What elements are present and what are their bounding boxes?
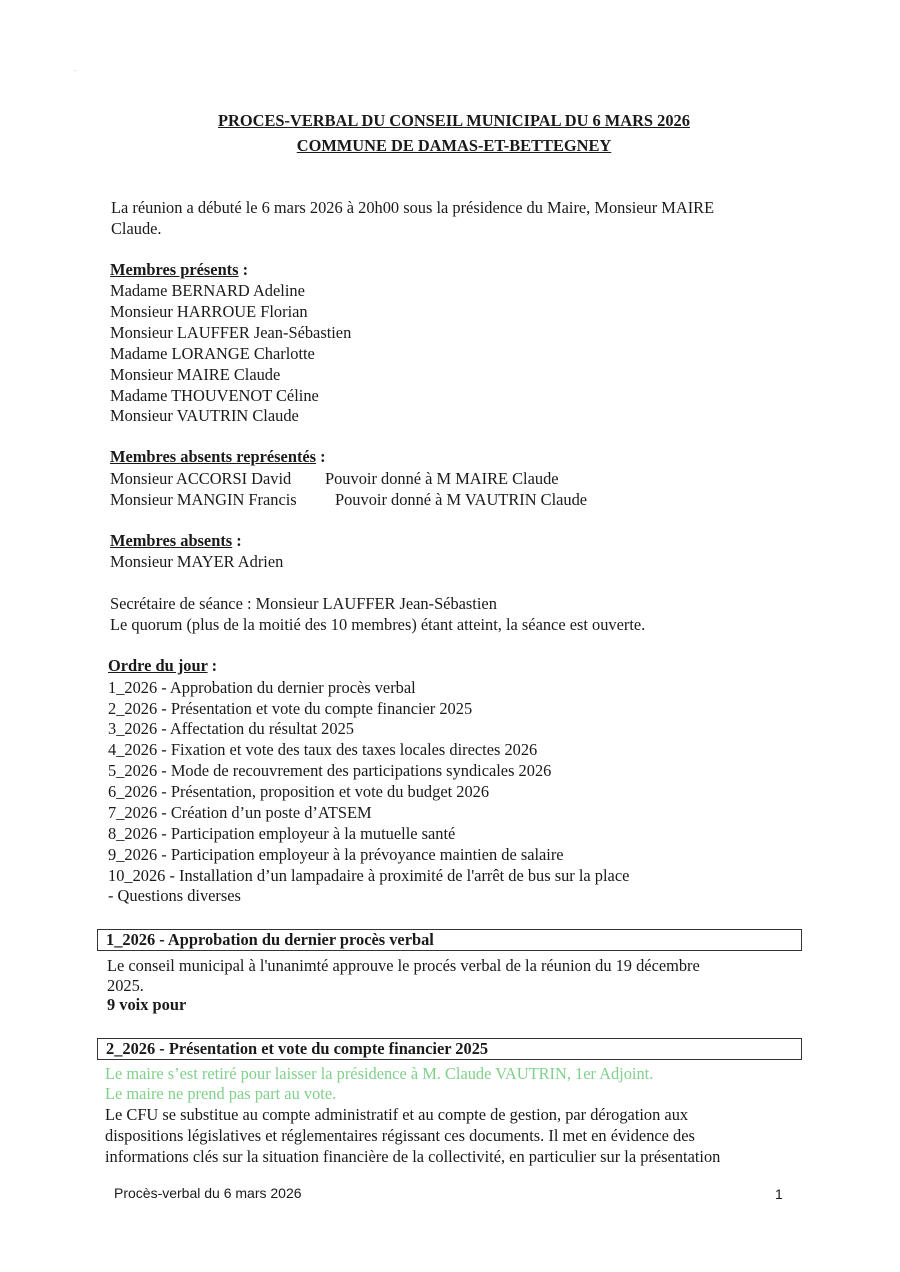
present-heading-text: Membres présents [110,260,239,279]
footer-label: Procès-verbal du 6 mars 2026 [114,1185,302,1201]
present-heading [110,259,248,280]
represented-member-name: Monsieur MANGIN Francis [110,490,297,509]
represented-heading-colon: : [316,447,326,466]
section-2-text-line-3: informations clés sur la situation financière de la collectivité, en particulier sur la présentation [105,1147,721,1166]
represented-member-proxy: Pouvoir donné à M MAIRE Claude [325,469,559,488]
section-1-title-box [97,929,802,951]
section-1-text-line-2: 2025. [107,976,144,995]
absent-heading-text: Membres absents [110,531,233,550]
section-2-title: 2_2026 - Présentation et vote du compte financier 2025 [106,1039,489,1058]
agenda-item: 9_2026 - Participation employeur à la prévoyance maintien de salaire [108,845,564,864]
agenda-item: - Questions diverses [108,886,241,905]
agenda-item: 5_2026 - Mode de recouvrement des participations syndicales 2026 [108,761,552,780]
intro-line-2: Claude. [111,219,162,238]
represented-heading-text: Membres absents représentés [110,447,317,466]
agenda-heading [108,655,217,676]
section-1-text-line-1: Le conseil municipal à l'unanimté approuve le procés verbal de la réunion du 19 décembre [107,956,700,975]
section-1-title: 1_2026 - Approbation du dernier procès verbal [106,930,434,949]
present-member: Madame LORANGE Charlotte [110,344,315,363]
represented-member-proxy: Pouvoir donné à M VAUTRIN Claude [335,490,588,509]
absent-heading [110,530,242,551]
present-member: Monsieur HARROUE Florian [110,302,308,321]
represented-member-name: Monsieur ACCORSI David [110,469,292,488]
agenda-item: 7_2026 - Création d’un poste d’ATSEM [108,803,372,822]
quorum-line: Le quorum (plus de la moitié des 10 membres) étant atteint, la séance est ouverte. [110,615,646,634]
agenda-item: 10_2026 - Installation d’un lampadaire à proximité de l'arrêt de bus sur la place [108,866,630,885]
intro-line-1: La réunion a débuté le 6 mars 2026 à 20h00 sous la présidence du Maire, Monsieur MAIRE [111,198,715,217]
scan-speck [74,70,76,71]
present-member: Madame BERNARD Adeline [110,281,305,300]
page-number: 1 [775,1186,783,1202]
section-2-note-line-1: Le maire s’est retiré pour laisser la présidence à M. Claude VAUTRIN, 1er Adjoint. [105,1064,654,1083]
agenda-item: 8_2026 - Participation employeur à la mutuelle santé [108,824,456,843]
present-heading-colon: : [238,260,249,279]
agenda-item: 4_2026 - Fixation et vote des taux des taxes locales directes 2026 [108,740,538,759]
section-2-text-line-1: Le CFU se substitue au compte administratif et au compte de gestion, par dérogation aux [105,1105,689,1124]
absent-heading-colon: : [232,531,242,550]
present-member: Madame THOUVENOT Céline [110,386,319,405]
agenda-item: 3_2026 - Affectation du résultat 2025 [108,719,354,738]
agenda-item: 2_2026 - Présentation et vote du compte financier 2025 [108,699,473,718]
secretary-line: Secrétaire de séance : Monsieur LAUFFER Jean-Sébastien [110,594,497,613]
present-member: Monsieur LAUFFER Jean-Sébastien [110,323,352,342]
page-title: PROCES-VERBAL DU CONSEIL MUNICIPAL DU 6 MARS 2026 [218,111,690,130]
section-1-vote: 9 voix pour [107,995,187,1014]
present-member: Monsieur VAUTRIN Claude [110,406,299,425]
page-subtitle: COMMUNE DE DAMAS-ET-BETTEGNEY [296,136,612,155]
absent-member: Monsieur MAYER Adrien [110,552,284,571]
agenda-heading-text: Ordre du jour [108,656,208,675]
section-2-text-line-2: dispositions législatives et réglementaires régissant ces documents. Il met en évidence des [105,1126,695,1145]
section-2-title-box [97,1038,802,1060]
agenda-heading-colon: : [207,656,218,675]
agenda-item: 6_2026 - Présentation, proposition et vote du budget 2026 [108,782,490,801]
represented-heading [110,446,326,467]
section-2-note-line-2: Le maire ne prend pas part au vote. [105,1084,337,1103]
agenda-item: 1_2026 - Approbation du dernier procès verbal [108,678,416,697]
present-member: Monsieur MAIRE Claude [110,365,281,384]
